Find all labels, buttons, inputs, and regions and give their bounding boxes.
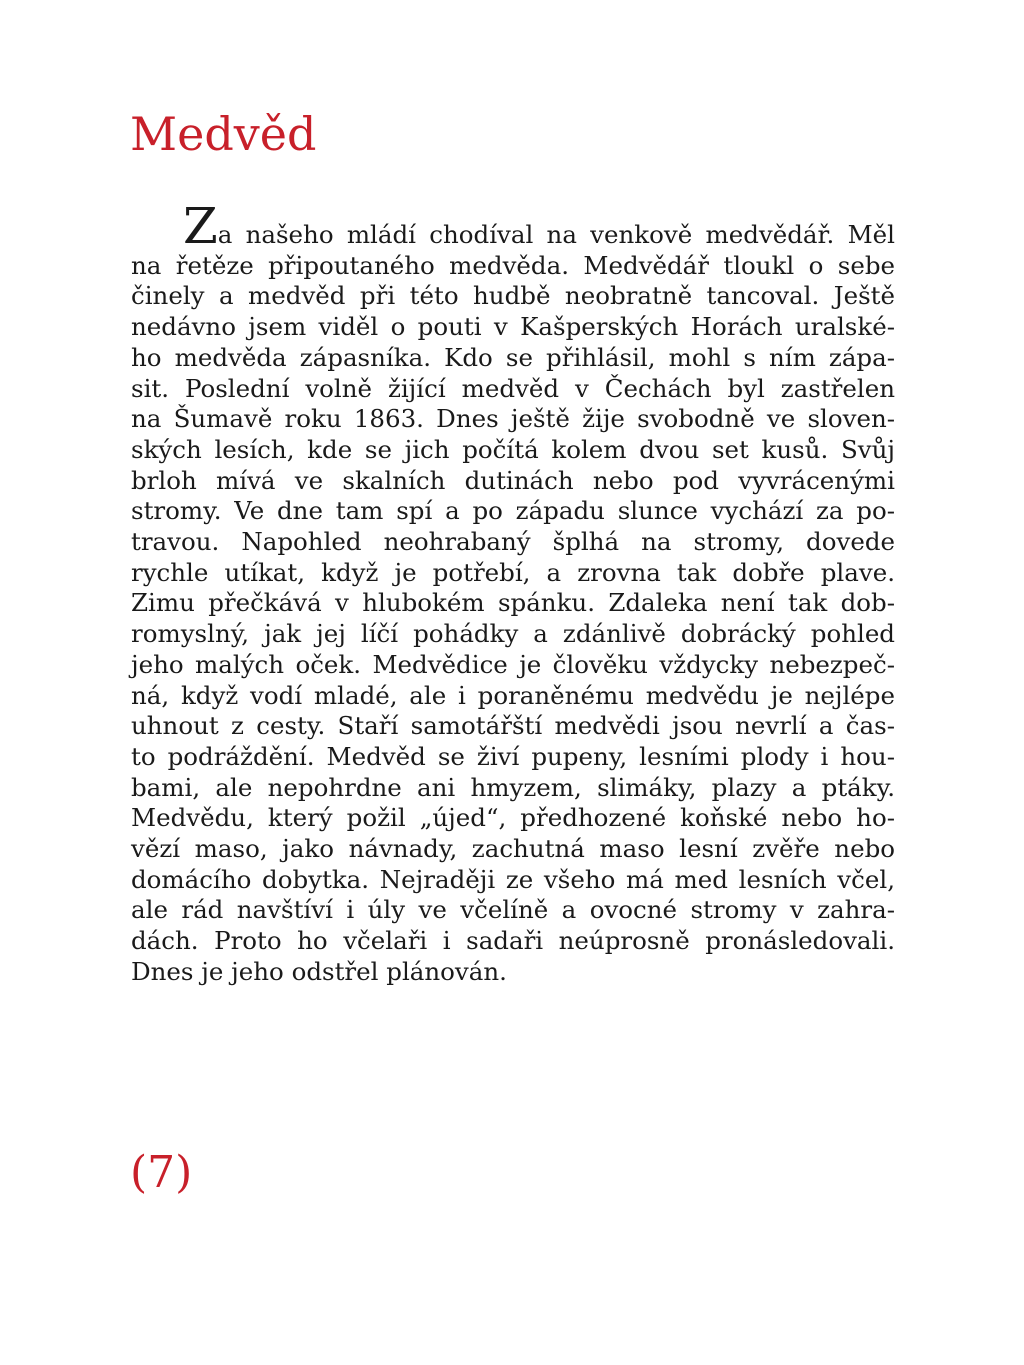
body-line: nedávno jsem viděl o pouti v Kašperských Horách uralské- <box>131 312 895 342</box>
body-line: na Šumavě roku 1863. Dnes ještě žije svobodně ve sloven- <box>131 404 895 434</box>
body-line: jeho malých oček. Medvědice je člověku vždycky nebezpeč- <box>131 649 895 679</box>
body-line: travou. Napohled neohrabaný šplhá na stromy, dovede <box>131 527 895 557</box>
article-body <box>131 197 895 988</box>
body-line: stromy. Ve dne tam spí a po západu slunce vychází za po- <box>131 496 895 526</box>
body-line: ho medvěda zápasníka. Kdo se přihlásil, mohl s ním zápa- <box>131 342 895 372</box>
body-line: ná, když vodí mladé, ale i poraněnému medvědu je nejlépe <box>131 680 895 710</box>
body-line: rychle utíkat, když je potřebí, a zrovna tak dobře plave. <box>131 557 895 587</box>
article-title: Medvěd <box>130 107 317 161</box>
body-line: dách. Proto ho včelaři i sadaři neúprosně pronásledovali. <box>131 926 895 956</box>
body-line <box>131 197 895 255</box>
body-line: uhnout z cesty. Staří samotářští medvědi jsou nevrlí a čas- <box>131 711 895 741</box>
body-line: romyslný, jak jej líčí pohádky a zdánlivě dobrácký pohled <box>131 619 895 649</box>
body-line-text: a našeho mládí chodíval na venkově medvědář. Měl <box>217 220 895 249</box>
body-line: na řetěze připoutaného medvěda. Medvědář tloukl o sebe <box>131 250 895 280</box>
body-line: ale rád navštíví i úly ve včelíně a ovocné stromy v zahra- <box>131 895 895 925</box>
body-line: ských lesích, kde se jich počítá kolem dvou set kusů. Svůj <box>131 434 895 464</box>
body-line: brloh mívá ve skalních dutinách nebo pod vyvrácenými <box>131 465 895 495</box>
body-line: vězí maso, jako návnady, zachutná maso lesní zvěře nebo <box>131 834 895 864</box>
body-line: sit. Poslední volně žijící medvěd v Čechách byl zastřelen <box>131 373 895 403</box>
body-line: Dnes je jeho odstřel plánován. <box>131 956 507 986</box>
body-line: Medvědu, který požil „újed“, předhozené koňské nebo ho- <box>131 803 895 833</box>
page-number: (7) <box>130 1147 193 1198</box>
body-line: bami, ale nepohrdne ani hmyzem, slimáky, plazy a ptáky. <box>131 772 895 802</box>
body-line: to podráždění. Medvěd se živí pupeny, lesními plody i hou- <box>131 741 895 771</box>
body-line: činely a medvěd při této hudbě neobratně tancoval. Ještě <box>131 281 895 311</box>
drop-cap: Z <box>183 197 218 255</box>
body-line: domácího dobytka. Nejraději ze všeho má med lesních včel, <box>131 864 895 894</box>
body-line: Zimu přečkává v hlubokém spánku. Zdaleka není tak dob- <box>131 588 895 618</box>
